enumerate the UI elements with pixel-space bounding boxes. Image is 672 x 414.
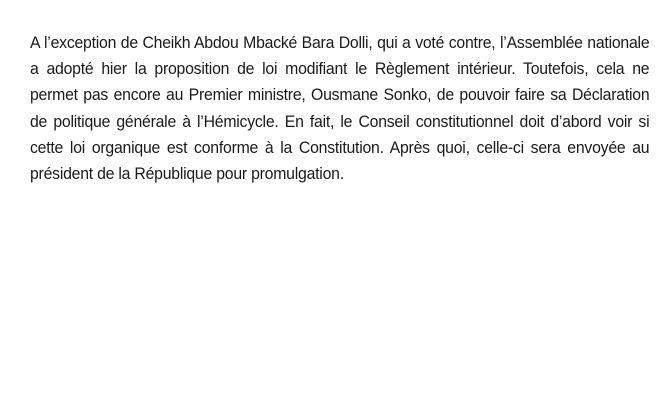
article-paragraph: A l’exception de Cheikh Abdou Mbacké Bara Dolli, qui a voté contre, l’Assemblée nationale a adopté hier la proposition de loi modifiant le Règlement intérieur. Toutefois, cela ne permet pas encore au Premier ministre, Ousmane Sonko, de pouvoir faire sa Déclaration de politique générale à l’Hémicycle. En fait, le Conseil constitutionnel doit d’abord voir si cette loi organique est conforme à la Constitution. Après quoi, celle-ci sera envoyée au président de la République pour promulgation. bbox=[30, 33, 650, 184]
article-body bbox=[30, 30, 650, 187]
